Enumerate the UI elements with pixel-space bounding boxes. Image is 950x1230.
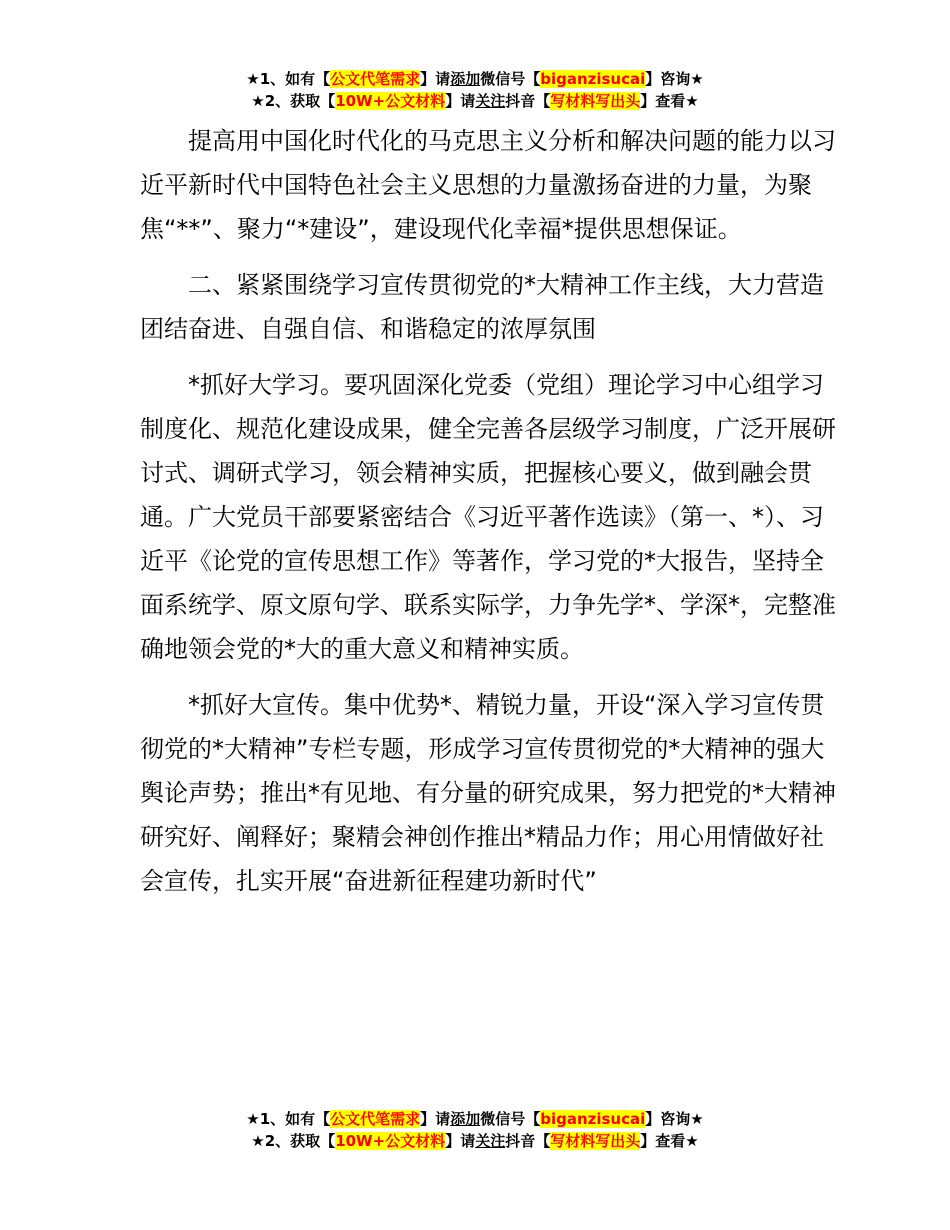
banner-text: 抖音【 <box>505 1132 551 1150</box>
banner-text: 】咨询★ <box>645 70 704 88</box>
banner-text: 】咨询★ <box>645 1110 704 1128</box>
banner-underlined-text: 添加 <box>450 70 481 88</box>
banner-line-1 <box>0 1108 950 1130</box>
banner-text: ★1、如有【 <box>246 1110 331 1128</box>
banner-text: 】请 <box>445 1132 476 1150</box>
banner-text: 】查看★ <box>640 92 699 110</box>
banner-highlight: biganzisucai <box>540 70 646 88</box>
banner-text: 微信号【 <box>480 1110 541 1128</box>
paragraph: 提高用中国化时代化的马克思主义分析和解决问题的能力以习近平新时代中国特色社会主义思想的力量激扬奋进的力量，为聚焦“**”、聚力“*建设”，建设现代化幸福*提供思想保证。 <box>140 127 836 243</box>
banner-text: 微信号【 <box>480 70 541 88</box>
footer-banner <box>0 1108 950 1152</box>
banner-line-2 <box>0 1130 950 1152</box>
banner-text: 】查看★ <box>640 1132 699 1150</box>
banner-highlight: 10W+公文材料 <box>335 1132 446 1150</box>
banner-text: 】请 <box>445 92 476 110</box>
banner-text: 】请 <box>420 70 451 88</box>
banner-highlight: 写材料写出头 <box>550 92 641 110</box>
banner-highlight: 公文代笔需求 <box>330 1110 421 1128</box>
banner-line-2 <box>0 90 950 112</box>
banner-underlined-text: 关注 <box>475 1132 506 1150</box>
section-heading: 二、紧紧围绕学习宣传贯彻党的*大精神工作主线，大力营造团结奋进、自强自信、和谐稳定的浓厚氛围 <box>140 271 824 343</box>
banner-text: 】请 <box>420 1110 451 1128</box>
banner-highlight: 10W+公文材料 <box>335 92 446 110</box>
banner-line-1 <box>0 68 950 90</box>
banner-text: ★1、如有【 <box>246 70 331 88</box>
banner-text: ★2、获取【 <box>251 1132 336 1150</box>
paragraph: *抓好大学习。要巩固深化党委（党组）理论学习中心组学习制度化、规范化建设成果，健全完善各层级学习制度，广泛开展研讨式、调研式学习，领会精神实质，把握核心要义，做到融会贯通。广大党员干部要紧密结合《习近平著作选读》（第一、*）、习近平《论党的宣传思想工作》等著作，学习党的*大报告，坚持全面系统学、原文原句学、联系实际学，力争先学*、学深*，完整准确地领会党的*大的重大意义和精神实质。 <box>140 371 836 663</box>
banner-text: ★2、获取【 <box>251 92 336 110</box>
banner-underlined-text: 添加 <box>450 1110 481 1128</box>
banner-highlight: biganzisucai <box>540 1110 646 1128</box>
paragraph: *抓好大宣传。集中优势*、精锐力量，开设“深入学习宣传贯彻党的*大精神”专栏专题，形成学习宣传贯彻党的*大精神的强大舆论声势；推出*有见地、有分量的研究成果，努力把党的*大精神研究好、阐释好；聚精会神创作推出*精品力作；用心用情做好社会宣传，扎实开展“奋进新征程建功新时代” <box>140 691 836 895</box>
banner-highlight: 公文代笔需求 <box>330 70 421 88</box>
banner-highlight: 写材料写出头 <box>550 1132 641 1150</box>
document-body <box>140 119 840 903</box>
banner-text: 抖音【 <box>505 92 551 110</box>
banner-underlined-text: 关注 <box>475 92 506 110</box>
header-banner <box>0 68 950 112</box>
